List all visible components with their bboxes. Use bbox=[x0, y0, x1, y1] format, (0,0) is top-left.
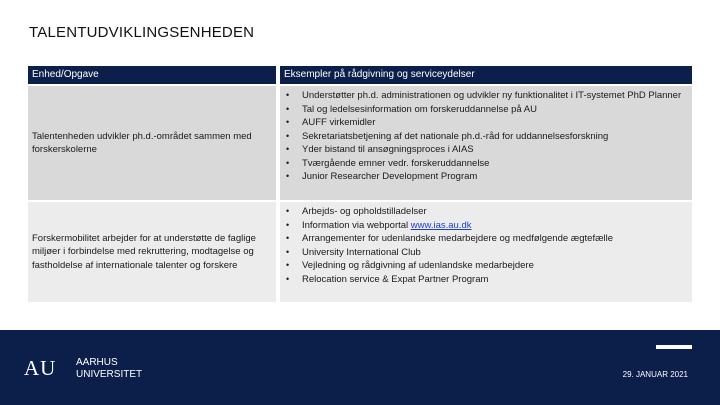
list-item: • AUFF virkemidler bbox=[286, 116, 688, 130]
table-header-unit: Enhed/Opgave bbox=[28, 66, 276, 84]
footer-bar bbox=[0, 330, 720, 405]
table-cell-examples bbox=[280, 202, 692, 302]
university-name-line1: AARHUS bbox=[76, 357, 118, 368]
services-table bbox=[28, 66, 692, 302]
table-cell-unit bbox=[28, 86, 276, 200]
list-item bbox=[286, 219, 688, 233]
slide-date: 29. JANUAR 2021 bbox=[622, 370, 688, 379]
university-name bbox=[76, 357, 142, 381]
table-cell-unit bbox=[28, 202, 276, 302]
list-item: • University International Club bbox=[286, 246, 688, 260]
university-name-line2: UNIVERSITET bbox=[76, 369, 143, 380]
table-cell-examples bbox=[280, 86, 692, 200]
table-header-examples: Eksempler på rådgivning og serviceydelser bbox=[280, 66, 692, 84]
slide-title: TALENTUDVIKLINGSENHEDEN bbox=[29, 24, 255, 41]
unit-text: Forskermobilitet arbejder for at understøtte de faglige miljøer i forbindelse med rekruttering, modtagelse og fastholdelse af internationale talenter og forskere bbox=[32, 232, 256, 271]
list-item: • Junior Researcher Development Program bbox=[286, 170, 688, 184]
list-item: • Arbejds- og opholdstilladelser bbox=[286, 205, 688, 219]
accent-dash bbox=[656, 345, 692, 349]
list-item: • Relocation service & Expat Partner Program bbox=[286, 273, 688, 287]
list-item: • Arrangementer for udenlandske medarbejdere og medfølgende ægtefælle bbox=[286, 232, 688, 246]
list-item: • Yder bistand til ansøgningsproces i AIAS bbox=[286, 143, 688, 157]
list-item: • Sekretariatsbetjening af det nationale ph.d.-råd for uddannelsesforskning bbox=[286, 130, 688, 144]
unit-text: Talentenheden udvikler ph.d.-området sammen med forskerskolerne bbox=[32, 130, 252, 155]
examples-list bbox=[286, 205, 688, 286]
list-item: • Tværgående emner vedr. forskeruddannelse bbox=[286, 157, 688, 171]
webportal-link[interactable]: www.ias.au.dk bbox=[410, 219, 472, 231]
list-item: • Vejledning og rådgivning af udenlandske medarbejdere bbox=[286, 259, 688, 273]
list-item: • Understøtter ph.d. administrationen og udvikler ny funktionalitet i IT-systemet PhD Planner bbox=[286, 89, 688, 103]
list-item: • Tal og ledelsesinformation om forskeruddannelse på AU bbox=[286, 103, 688, 117]
au-logo: AU bbox=[24, 356, 57, 380]
list-item-text: Information via webportal bbox=[302, 219, 409, 231]
examples-list bbox=[286, 89, 688, 184]
